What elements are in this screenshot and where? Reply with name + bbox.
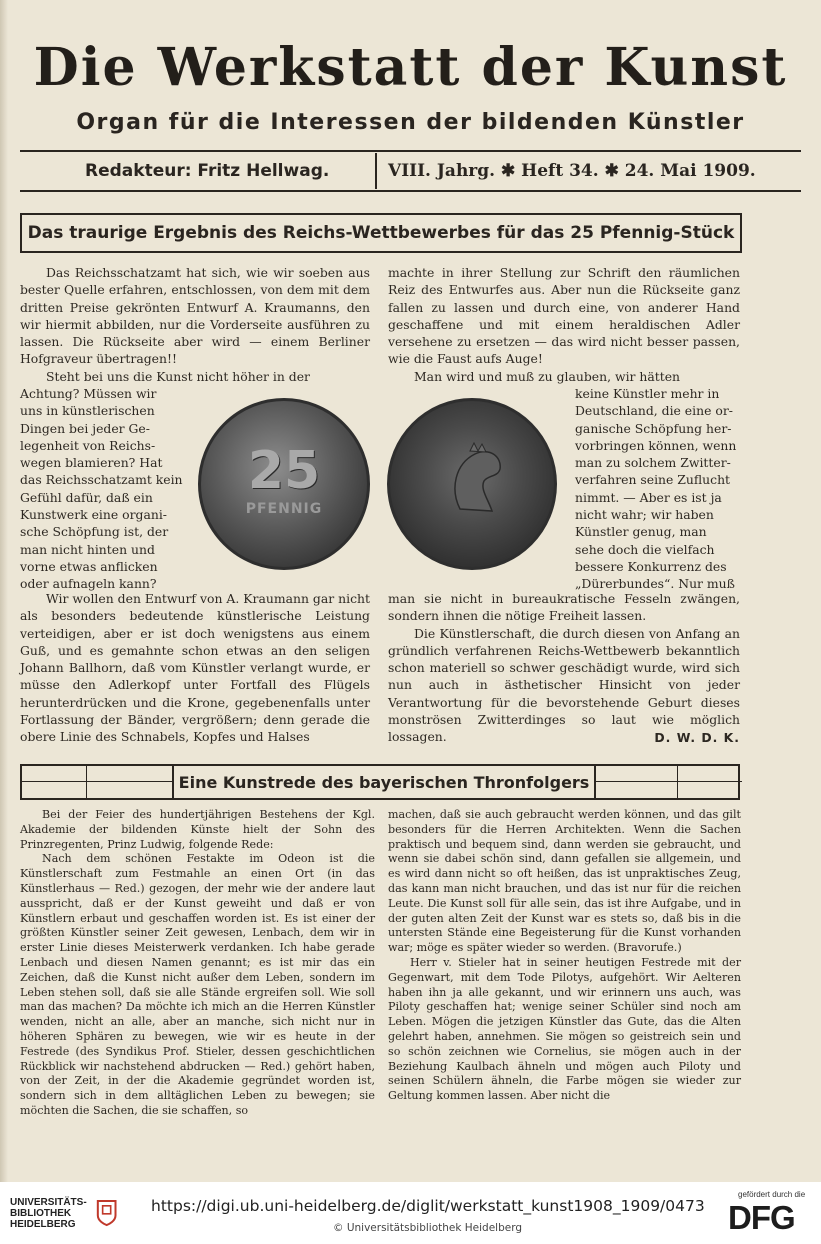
article2-left-column	[20, 808, 375, 1119]
dfg-logo[interactable]: DFG	[728, 1199, 795, 1236]
paragraph: Steht bei uns die Kunst nicht höher in der	[46, 368, 310, 384]
text-line: vorbringen können, wenn	[575, 437, 737, 453]
text-line: Kunstwerk eine organi-	[20, 507, 167, 523]
paragraph: Die Künstlerschaft, die durch diesen von Anfang an gründlich verfahrenen Reichs-Wettbewerb bekanntlich schon materiell so schwer geschädigt wurde, wird sich nun auch in ästhetischer Hinsicht von jeder Verantwortung für die bevorstehende Geburt dieses monströsen Zwitterdinges so laut wie möglich lossagen.	[388, 625, 740, 745]
masthead-separator	[375, 153, 377, 189]
library-emblem-icon	[93, 1196, 120, 1230]
paragraph: Wir wollen den Entwurf von A. Kraumann gar nicht als besonders bedeutende künstlerische Leistung verteidigen, aber er ist doch wenigstens aus einem Guß, und es gemahnte schon etwas an den seligen Johann Ballhorn, daß vom Künstler verlangt wurde, er müsse den Adlerkopf unter Fortfall des Flügels herunterdrücken und die Krone, gegebenenfalls unter Fortlassung der Bänder, vergrößern; denn gerade die obere Linie des Schnabels, Kopfes und Halses	[20, 591, 370, 745]
library-line: HEIDELBERG	[10, 1218, 76, 1230]
article1-right-top	[388, 264, 740, 385]
text-line: wegen blamieren? Hat	[20, 455, 163, 471]
editor-line: Redakteur: Fritz Hellwag.	[85, 161, 330, 181]
article-title: Das traurige Ergebnis des Reichs-Wettbewerbes für das 25 Pfennig-Stück	[27, 223, 735, 243]
article1-left-top	[20, 264, 370, 385]
text-line: sehe doch die vielfach	[575, 541, 715, 557]
text-line: „Dürerbundes“. Nur muß	[575, 576, 735, 592]
paragraph: Herr v. Stieler hat in seiner heutigen Festrede mit der Gegenwart, mit dem Tode Pilotys, aufgehört. Wir Aelteren haben ihn ja alle gekannt, und wir erinnern uns auch, was Piloty geschaffen hat; wenige seiner Schüler sind noch am Leben. Mögen die jetzigen Künstler das Gute, das die Alten gelehrt haben, annehmen. Sie mögen so geistreich sein und so schön zeichnen wie Cornelius, sie mögen auch in der Beziehung Kaulbach ähneln und mögen auch Piloty und seinen Schülern ähneln, die Farbe mögen sie wieder zur Geltung kommen lassen. Aber nicht die	[388, 955, 741, 1103]
article2-right-column	[388, 808, 741, 1104]
section-title: Eine Kunstrede des bayerischen Thronfolgers	[178, 772, 590, 792]
text-line: Gefühl dafür, daß ein	[20, 489, 153, 505]
text-line: oder aufnageln kann?	[20, 576, 157, 592]
paragraph: Das Reichsschatzamt hat sich, wie wir soeben aus bester Quelle erfahren, entschlossen, von dem mit dem dritten Preise gekrönten Entwurf A. Kraumanns, den wir hiermit abbilden, nur die Vorderseite ausführen zu lassen. Die Rückseite aber wird — einem Berliner Hofgraveur übertragen!!	[20, 265, 370, 367]
issue-line: VIII. Jahrg. ✱ Heft 34. ✱ 24. Mai 1909.	[388, 161, 756, 181]
text-line: legenheit von Reichs-	[20, 437, 156, 453]
text-line: keine Künstler mehr in	[575, 386, 720, 401]
text-line: Achtung? Müssen wir	[20, 386, 157, 401]
section-heading-box	[20, 764, 740, 800]
eagle-head-icon	[440, 439, 510, 519]
masthead-subtitle: Organ für die Interessen der bildenden Künstler	[76, 110, 745, 135]
article1-left-wrap	[20, 385, 190, 593]
coin-front-image	[198, 398, 370, 570]
text-line: Künstler genug, man	[575, 524, 707, 540]
masthead-rule-top	[20, 150, 801, 152]
text-line: uns in künstlerischen	[20, 403, 155, 419]
permalink-url[interactable]: https://digi.ub.uni-heidelberg.de/diglit/werkstatt_kunst1908_1909/0473	[151, 1197, 705, 1215]
text-line: nimmt. — Aber es ist ja	[575, 489, 722, 505]
masthead-rule-bottom	[20, 190, 801, 192]
article1-right-wrap	[575, 385, 740, 593]
paragraph: man sie nicht in bureaukratische Fesseln zwängen, sondern ihnen die nötige Freiheit lassen.	[388, 591, 740, 624]
coin-back-image	[387, 398, 557, 570]
text-line: das Reichsschatzamt kein	[20, 472, 183, 488]
coin-word: PFENNIG	[245, 501, 323, 517]
heading-tick	[677, 766, 678, 798]
copyright-notice: © Universitätsbibliothek Heidelberg	[333, 1222, 523, 1234]
paragraph: Man wird und muß zu glauben, wir hätten	[414, 368, 681, 384]
article1-right-bottom	[388, 590, 740, 746]
page-edge	[0, 0, 8, 1182]
heading-tick	[86, 766, 87, 798]
text-line: Dingen bei jeder Ge-	[20, 420, 150, 436]
library-logo[interactable]	[10, 1196, 120, 1236]
text-line: sche Schöpfung ist, der	[20, 524, 169, 540]
text-line: nicht wahr; wir haben	[575, 507, 714, 523]
library-line: UNIVERSITÄTS-	[10, 1196, 87, 1208]
text-line: man nicht hinten und	[20, 541, 155, 557]
paragraph: Bei der Feier des hundertjährigen Bestehens der Kgl. Akademie der bildenden Künste hielt der Sohn des Prinzregenten, Prinz Ludwig, folgende Rede:	[20, 808, 375, 851]
article1-left-bottom	[20, 590, 370, 746]
text-line: Deutschland, die eine or-	[575, 403, 733, 419]
library-line: BIBLIOTHEK	[10, 1207, 72, 1219]
text-line: vorne etwas anflicken	[20, 558, 158, 574]
text-line: bessere Konkurrenz des	[575, 558, 727, 574]
text-line: ganische Schöpfung her-	[575, 420, 732, 436]
paragraph: machte in ihrer Stellung zur Schrift den räumlichen Reiz des Entwurfes aus. Aber nun die Rückseite ganz fallen zu lassen und durch eine, von anderer Hand geschaffene und mit einem heraldischen Adler versehene zu ersetzen — das wird nicht besser passen, wie die Faust aufs Auge!	[388, 265, 740, 367]
text-line: verfahren seine Zuflucht	[575, 472, 731, 488]
paragraph: Nach dem schönen Festakte im Odeon ist die Künstlerschaft zum Festmahle an einen Ort (in das Künstlerhaus — Red.) gezogen, der mehr wie der andere laut ausspricht, daß er der Kunst geweiht und daß er von Künstlern erbaut und geschaffen worden ist. Es ist einer der größten Künstler seiner Zeit gewesen, Lenbach, dem wir in erster Linie dieses Meisterwerk verdanken. Ich habe gerade Lenbach und diesen Namen genannt; es ist mir das ein Zeichen, daß die Kunst nicht außer dem Leben, sondern im Leben stehen soll, daß sie alle Stände ergreifen soll. Wie soll man das machen? Da möchte ich mich an die Herren Künstler wenden, nicht an alle, aber an manche, sich nicht nur in höheren Sphären zu bewegen, wie wir es heute in der Festrede (des Syndikus Prof. Stieler, dessen geschichtlichen Rückblick wir nachstehend abdrucken — Red.) gehört haben, von der Zeit, in der die Akademie gegründet worden ist, sondern sich in dem alltäglichen Leben zu bewegen; sie möchten die Sachen, die sie schaffen, so	[20, 852, 375, 1117]
coin-value: 25	[247, 441, 321, 501]
text-line: man zu solchem Zwitter-	[575, 455, 731, 471]
paragraph: machen, daß sie auch gebraucht werden können, und das gilt besonders für die Herren Architekten. Wenn die Sachen praktisch und bequem sind, dann werden sie gebraucht, und wenn sie dabei schön sind, dann gefallen sie allgemein, und es wird dann nicht so oft heißen, das ist unpraktisches Zeug, das kann man nicht brauchen, und das ist nur für die reichen Leute. Die Kunst soll für alle sein, das ist ihre Aufgabe, und in der guten alten Zeit der Kunst war es stets so, daß bis in die untersten Stände eine Begeisterung für die Kunst vorhanden war; möge es später wieder so werden. (Bravorufe.)	[388, 808, 741, 955]
funding-label: gefördert durch die	[738, 1190, 806, 1199]
article-signature: D. W. D. K.	[654, 729, 740, 745]
masthead-title: Die Werkstatt der Kunst	[33, 37, 788, 98]
article-title-box	[20, 213, 742, 253]
section-title-frame	[172, 766, 596, 798]
library-name	[10, 1197, 87, 1230]
